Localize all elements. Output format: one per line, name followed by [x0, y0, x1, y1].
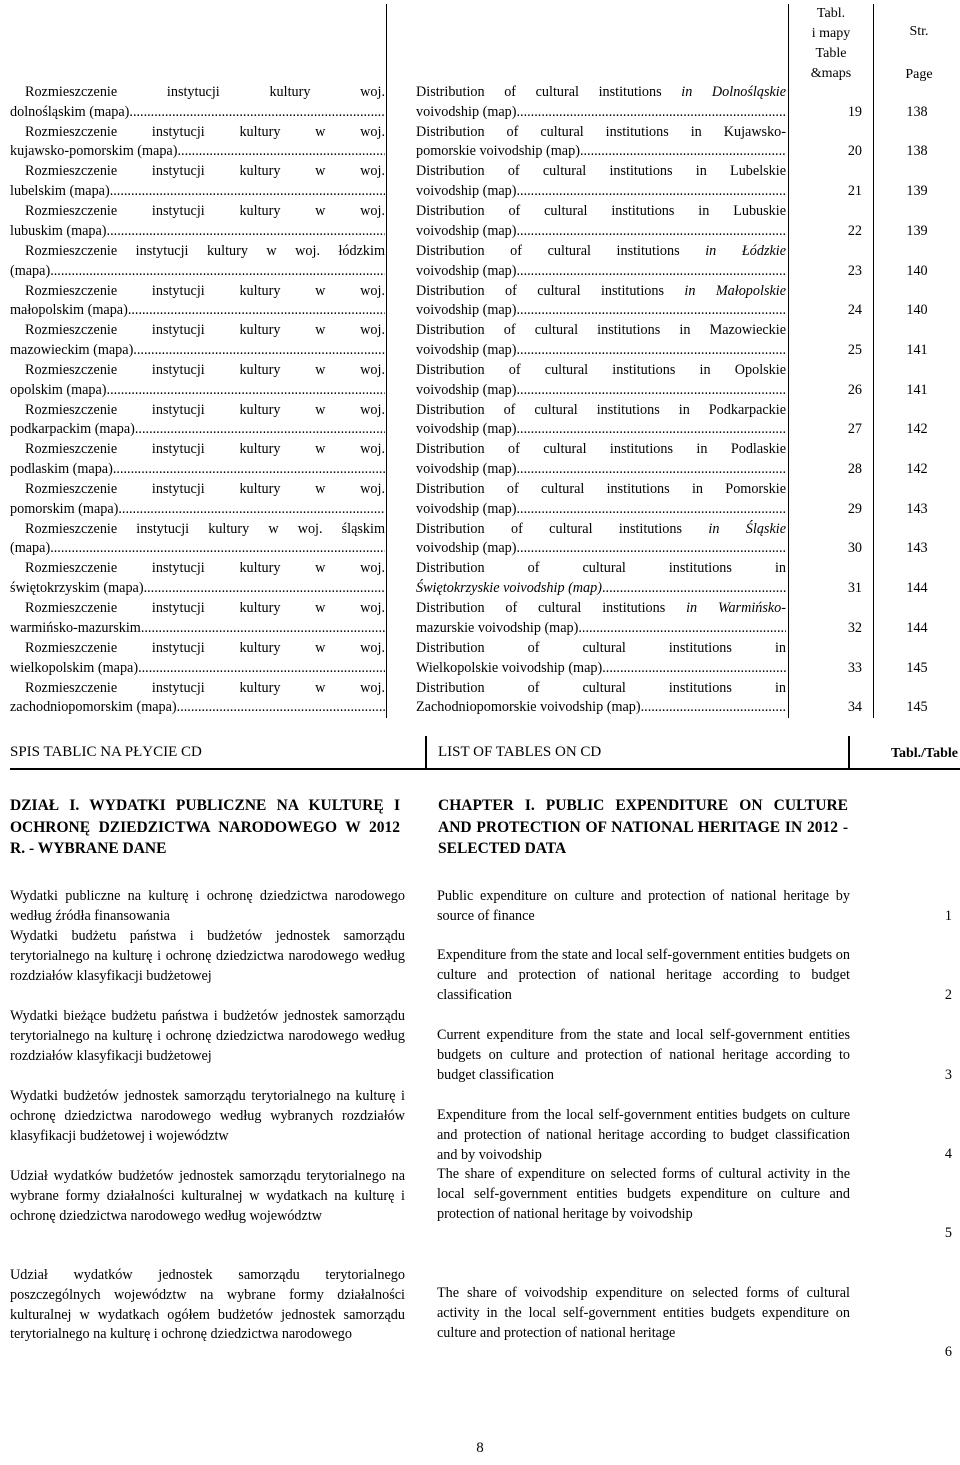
toc-row-en-line1-part: Distribution of cultural institutions in Kujawsko- — [416, 123, 786, 140]
toc-row-en-text — [416, 480, 786, 520]
toc-row-en-line1 — [416, 321, 786, 341]
cd-table-pl-title: Wydatki bieżące budżetu państwa i budżetów jednostek samorządu terytorialnego na kulturę i ochronę dziedzictwa narodowego według rozdziałów klasyfikacji budżetowej — [10, 1008, 405, 1064]
toc-row-page-number: 142 — [906, 461, 928, 478]
toc-row-en-line1 — [416, 480, 786, 500]
toc-row[interactable] — [0, 123, 960, 163]
toc-row-pl-text — [10, 440, 385, 480]
toc-row-en-line2: Wielkopolskie voivodship (map) — [416, 659, 603, 676]
toc-row-page-number: 141 — [906, 381, 928, 398]
toc-row-pl-line1: Rozmieszczenie instytucji kultury w woj. — [25, 322, 385, 339]
toc-row-map-number: 31 — [847, 580, 862, 597]
toc-row-map-number: 25 — [847, 341, 862, 358]
toc-row-page-number: 145 — [906, 699, 928, 716]
toc-row-en-line1 — [416, 559, 786, 579]
header-page: Page — [905, 67, 933, 82]
cd-table-pl-title: Udział wydatków budżetów jednostek samorządu terytorialnego na wybrane formy działalności kulturalnej w wydatkach na kulturę i ochronę dziedzictwa narodowego według województw — [10, 1168, 405, 1224]
toc-row-pl-line1: Rozmieszczenie instytucji kultury w woj. łódzkim — [25, 242, 385, 259]
cd-table-en-title: The share of voivodship expenditure on selected forms of cultural activity in the local self-government entities budgets expenditure on culture and protection of national heritage — [437, 1285, 850, 1341]
toc-row-pl-line2: opolskim (mapa) — [10, 381, 107, 398]
toc-row-en-text — [416, 202, 786, 242]
section-divider — [425, 736, 427, 770]
toc-row[interactable] — [0, 162, 960, 202]
toc-row-en-line1 — [416, 639, 786, 659]
toc-row-pl-line2: mazowieckim (mapa) — [10, 341, 134, 358]
toc-row-en-text — [416, 599, 786, 639]
toc-row[interactable] — [0, 321, 960, 361]
toc-row-pl-line1: Rozmieszczenie instytucji kultury w woj. — [25, 481, 385, 497]
toc-row-page-number: 145 — [906, 659, 928, 676]
toc-row-page-number: 144 — [906, 580, 928, 597]
toc-row-pl-line1: Rozmieszczenie instytucji kultury w woj. — [25, 441, 385, 458]
toc-row-en-line1-part: Distribution of cultural institutions — [416, 282, 685, 299]
toc-row-page-number: 140 — [906, 302, 928, 319]
toc-row-pl-line2: lubuskim (mapa) — [10, 222, 107, 239]
toc-row-map-number: 24 — [847, 302, 862, 319]
toc-row-en-line1-part: Distribution of cultural institutions in — [416, 560, 786, 577]
toc-row-en-text — [416, 440, 786, 480]
chapter-title-pl: DZIAŁ I. WYDATKI PUBLICZNE NA KULTURĘ I OCHRONĘ DZIEDZICTWA NARODOWEGO W 2012 R. - WYBRANE DANE — [10, 797, 400, 857]
cd-table-pl-title: Udział wydatków jednostek samorządu terytorialnego poszczególnych województw na wybrane formy działalności kulturalnej w wydatkach ogółem budżetów jednostek samorządu terytorialnego na kulturę i ochronę dziedzictwa narodowego — [10, 1267, 405, 1343]
toc-row-en-line1 — [416, 401, 786, 421]
toc-row-page-number: 139 — [906, 183, 928, 200]
toc-row-en-line1 — [416, 242, 786, 262]
toc-row[interactable] — [0, 520, 960, 560]
toc-row-en-line2: voivodship (map) — [416, 341, 517, 358]
toc-row-pl-line2: podlaskim (mapa) — [10, 461, 113, 478]
toc-row-pl-text — [10, 321, 385, 361]
toc-row-en-line1-part: Distribution of cultural institutions in Lubelskie — [416, 163, 786, 180]
toc-row-pl-text — [10, 559, 385, 599]
toc-row-map-number: 23 — [847, 262, 862, 279]
section-title-pl: SPIS TABLIC NA PŁYCIE CD — [10, 744, 202, 760]
toc-row-en-line1-region: in Małopolskie — [684, 282, 786, 299]
toc-row[interactable] — [0, 202, 960, 242]
toc-row-page-number: 143 — [906, 500, 928, 517]
toc-row-en-text — [416, 282, 786, 322]
toc-row[interactable] — [0, 679, 960, 719]
toc-row-pl-text — [10, 401, 385, 441]
toc-row-pl-line2: podkarpackim (mapa) — [10, 421, 135, 438]
cd-table-pl-title: Wydatki budżetu państwa i budżetów jednostek samorządu terytorialnego na kulturę i ochronę dziedzictwa narodowego według rozdziałów klasyfikacji budżetowej — [10, 928, 405, 984]
toc-row-pl-text — [10, 162, 385, 202]
toc-row-en-text — [416, 162, 786, 202]
cd-table-number: 4 — [944, 1146, 952, 1162]
toc-row-map-number: 34 — [847, 699, 862, 716]
toc-row-en-line2: Świętokrzyskie voivodship (map) — [416, 580, 602, 597]
toc-row-en-text — [416, 361, 786, 401]
cd-table-en-title: Expenditure from the local self-government entities budgets on culture and protection of national heritage according to budget classification and by voivodship — [437, 1107, 850, 1163]
toc-row-map-number: 28 — [847, 461, 862, 478]
cd-table-en-title: Expenditure from the state and local self-government entities budgets on culture and protection of national heritage according to budget classification — [437, 947, 850, 1003]
toc-row-pl-text — [10, 599, 385, 639]
toc-row-en-line1 — [416, 440, 786, 460]
section-col-label: Tabl./Table — [890, 746, 958, 761]
toc-row-en-line2: pomorskie voivodship (map) — [416, 143, 580, 160]
toc-row[interactable] — [0, 440, 960, 480]
toc-row-pl-line1: Rozmieszczenie instytucji kultury w woj. — [25, 600, 385, 617]
toc-row-map-number: 22 — [847, 222, 862, 239]
toc-row-page-number: 142 — [906, 421, 928, 438]
toc-row[interactable] — [0, 480, 960, 520]
toc-row-en-line1 — [416, 679, 786, 699]
toc-row-pl-line2: wielkopolskim (mapa) — [10, 659, 139, 676]
toc-row[interactable] — [0, 282, 960, 322]
toc-row-map-number: 26 — [847, 381, 862, 398]
toc-row-en-line1 — [416, 599, 786, 619]
toc-row-en-line1 — [416, 520, 786, 540]
toc-row-en-text — [416, 679, 786, 719]
toc-row-pl-line2: świętokrzyskim (mapa) — [10, 580, 144, 597]
toc-row-pl-text — [10, 520, 385, 560]
toc-row[interactable] — [0, 599, 960, 639]
header-tabl-line: i mapy — [811, 26, 851, 41]
toc-row-en-line1-region: in Łódzkie — [705, 242, 786, 259]
toc-row-pl-line2: (mapa) — [10, 540, 51, 557]
toc-row-page-number: 139 — [906, 222, 928, 239]
cd-table-pl-title: Wydatki publiczne na kulturę i ochronę dziedzictwa narodowego według źródła finansowania — [10, 888, 405, 924]
toc-row-pl-line1: Rozmieszczenie instytucji kultury w woj. — [25, 679, 385, 696]
toc-row-pl-line2: (mapa) — [10, 262, 51, 279]
header-tabl-line: Table — [815, 46, 847, 61]
toc-row-pl-line2: warmińsko-mazurskim — [10, 619, 141, 636]
toc-row-map-number: 30 — [847, 540, 862, 557]
toc-row-pl-text — [10, 361, 385, 401]
toc-row-en-text — [416, 123, 786, 163]
toc-row-pl-text — [10, 480, 385, 520]
toc-row-pl-line2: małopolskim (mapa) — [10, 302, 128, 319]
toc-row-en-line2: Zachodniopomorskie voivodship (map) — [416, 699, 641, 716]
cd-table-en-title: Current expenditure from the state and local self-government entities budgets on culture and protection of national heritage according to budget classification — [437, 1027, 850, 1083]
toc-row-en-line1 — [416, 162, 786, 182]
toc-row-pl-text — [10, 202, 385, 242]
toc-row-en-line2: voivodship (map) — [416, 540, 517, 557]
toc-row-en-text — [416, 321, 786, 361]
toc-row-en-line1 — [416, 83, 786, 103]
toc-row-en-line1-region: in Dolnośląskie — [681, 84, 786, 100]
cd-table-pl-title: Wydatki budżetów jednostek samorządu terytorialnego na kulturę i ochronę dziedzictwa narodowego według wybranych rozdziałów klasyfikacji budżetowej i województw — [10, 1088, 405, 1144]
toc-row-pl-line2: pomorskim (mapa) — [10, 500, 119, 517]
toc-row-en-line1 — [416, 123, 786, 143]
cd-table-number: 5 — [944, 1225, 952, 1241]
toc-row-en-line1-part: Distribution of cultural institutions — [416, 600, 687, 617]
toc-row-page-number: 143 — [906, 540, 928, 557]
header-tabl-line: &maps — [810, 66, 852, 81]
toc-row-en-line2: voivodship (map) — [416, 183, 517, 200]
toc-row-en-line2: voivodship (map) — [416, 103, 517, 120]
header-str: Str. — [909, 24, 929, 39]
toc-row-en-text — [416, 559, 786, 599]
toc-row-page-number: 144 — [906, 619, 928, 636]
toc-row-page-number: 138 — [906, 143, 928, 160]
toc-row-en-text — [416, 520, 786, 560]
section-title-en: LIST OF TABLES ON CD — [438, 744, 602, 760]
toc-row-pl-text — [10, 639, 385, 679]
toc-row[interactable] — [0, 361, 960, 401]
toc-row-en-text — [416, 401, 786, 441]
toc-row[interactable] — [0, 83, 960, 123]
table-header — [788, 4, 960, 84]
toc-row-pl-line1: Rozmieszczenie instytucji kultury w woj. — [25, 123, 385, 140]
toc-row[interactable] — [0, 401, 960, 441]
cd-table-number: 2 — [944, 987, 952, 1003]
toc-row-map-number: 32 — [847, 619, 862, 636]
toc-row[interactable] — [0, 242, 960, 282]
toc-row-page-number: 140 — [906, 262, 928, 279]
toc-row-map-number: 27 — [847, 421, 862, 438]
toc-row-pl-text — [10, 242, 385, 282]
toc-row-en-line2: voivodship (map) — [416, 302, 517, 319]
toc-row-en-line1 — [416, 282, 786, 302]
chapter-title-en: CHAPTER I. PUBLIC EXPENDITURE ON CULTURE AND PROTECTION OF NATIONAL HERITAGE IN 2012 - SELECTED DATA — [438, 797, 848, 857]
toc-row-map-number: 21 — [847, 183, 862, 200]
toc-row-pl-text — [10, 83, 385, 123]
toc-row-en-line1-part: Distribution of cultural institutions — [416, 84, 682, 100]
toc-row-pl-line1: Rozmieszczenie instytucji kultury w woj. — [25, 560, 385, 577]
toc-row-en-line2: voivodship (map) — [416, 381, 517, 398]
toc-row-en-line1-part: Distribution of cultural institutions in Pomorskie — [416, 481, 786, 497]
toc-row-en-line1-region: in Śląskie — [708, 520, 786, 537]
toc-row-pl-line1: Rozmieszczenie instytucji kultury w woj. śląskim — [25, 520, 385, 537]
toc-row-pl-text — [10, 679, 385, 719]
toc-row-pl-line1: Rozmieszczenie instytucji kultury w woj. — [25, 639, 385, 656]
toc-row-pl-line2: zachodniopomorskim (mapa) — [10, 699, 177, 716]
cd-table-en-title: The share of expenditure on selected forms of cultural activity in the local self-government entities budgets expenditure on culture and protection of national heritage by voivodship — [437, 1166, 850, 1222]
toc-row-pl-line1: Rozmieszczenie instytucji kultury woj. — [25, 84, 385, 100]
toc-row-pl-text — [10, 123, 385, 163]
toc-row-en-line1-part: Distribution of cultural institutions — [416, 520, 709, 537]
toc-row-pl-line2: lubelskim (mapa) — [10, 183, 110, 200]
toc-row-pl-line2: dolnośląskim (mapa) — [10, 103, 130, 120]
toc-row-en-line1 — [416, 202, 786, 222]
toc-row-map-number: 19 — [847, 103, 862, 120]
toc-row-page-number: 138 — [906, 103, 928, 120]
header-tabl-label — [788, 4, 874, 84]
cd-tables-section-bar — [10, 736, 960, 770]
toc-row-en-line2: voivodship (map) — [416, 500, 517, 517]
toc-row[interactable] — [0, 559, 960, 599]
section-divider — [848, 736, 850, 770]
toc-row-en-text — [416, 639, 786, 679]
toc-row-pl-text — [10, 282, 385, 322]
toc-row-en-line1-part: Distribution of cultural institutions in — [416, 639, 786, 656]
toc-row-en-line1-part: Distribution of cultural institutions in Mazowieckie — [416, 322, 786, 339]
toc-row-pl-line1: Rozmieszczenie instytucji kultury w woj. — [25, 361, 385, 378]
toc-row-map-number: 20 — [847, 143, 862, 160]
cd-table-number: 6 — [944, 1344, 952, 1360]
toc-row-map-number: 33 — [847, 659, 862, 676]
toc-row-en-text — [416, 83, 786, 123]
toc-row-page-number: 141 — [906, 341, 928, 358]
toc-row-en-line2: voivodship (map) — [416, 262, 517, 279]
toc-row-en-line2: voivodship (map) — [416, 461, 517, 478]
toc-row-pl-line1: Rozmieszczenie instytucji kultury w woj. — [25, 282, 385, 299]
toc-row-en-line1-part: Distribution of cultural institutions in — [416, 679, 786, 696]
toc-row-en-line1-part: Distribution of cultural institutions in Opolskie — [416, 361, 786, 378]
cd-table-number: 1 — [944, 908, 952, 924]
toc-row-en-line2: mazurskie voivodship (map) — [416, 619, 579, 636]
toc-row-en-line2: voivodship (map) — [416, 421, 517, 438]
toc-row-en-line2: voivodship (map) — [416, 222, 517, 239]
toc-row-pl-line2: kujawsko-pomorskim (mapa) — [10, 143, 178, 160]
page-number: 8 — [476, 1440, 484, 1456]
toc-row-en-line1-part: Distribution of cultural institutions — [416, 242, 706, 259]
toc-row-en-line1-part: Distribution of cultural institutions in Lubuskie — [416, 203, 786, 220]
toc-row[interactable] — [0, 639, 960, 679]
cd-table-number: 3 — [944, 1067, 952, 1083]
toc-row-pl-line1: Rozmieszczenie instytucji kultury w woj. — [25, 203, 385, 220]
toc-row-en-line1-part: Distribution of cultural institutions in Podlaskie — [416, 441, 786, 458]
toc-row-pl-line1: Rozmieszczenie instytucji kultury w woj. — [25, 163, 385, 180]
toc-row-en-line1 — [416, 361, 786, 381]
toc-row-en-line1-region: in Warmińsko- — [686, 600, 786, 617]
header-tabl-line: Tabl. — [816, 6, 846, 21]
toc-row-en-line1-part: Distribution of cultural institutions in Podkarpackie — [416, 401, 786, 418]
cd-table-en-title: Public expenditure on culture and protection of national heritage by source of finance — [437, 888, 850, 924]
toc-row-pl-line1: Rozmieszczenie instytucji kultury w woj. — [25, 401, 385, 418]
toc-row-en-text — [416, 242, 786, 282]
toc-row-map-number: 29 — [847, 500, 862, 517]
